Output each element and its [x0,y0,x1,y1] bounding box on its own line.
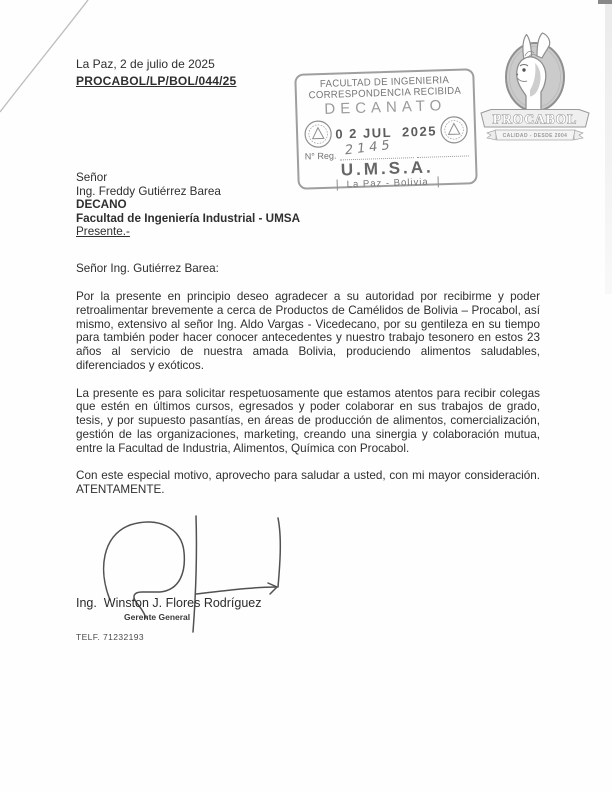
stamp-reg-dotted-line2 [417,146,469,158]
scan-edge-artifact [605,4,612,294]
llama-head-icon [506,33,564,112]
recipient-title: DECANO [76,198,127,212]
recipient-salutation: Señor [76,171,108,184]
logo-tagline-ribbon [487,130,583,140]
signatory-title: Gerente General [124,612,191,622]
logo-name: PROCABOL [492,111,578,127]
reception-stamp [294,68,478,190]
stamp-date: 0 2 JUL 2025 [335,122,438,142]
stamp-reg-handwritten-number: 2145 [344,137,395,159]
stamp-reg-label: N° Reg. [304,150,337,162]
stamp-faculty-line: FACULTAD DE INGENIERIA [319,74,450,91]
logo-tagline: CALIDAD - DESDE 2004 [502,133,568,139]
reference-number: PROCABOL/LP/BOL/044/25 [76,74,237,88]
body-paragraph-2: La presente es para solicitar respetuosamente que estamos atentos para recibir colegas que estén en últimos cursos, egresados y poder colaborar en sus trabajos de grado, tesis, y por supuesto pasantías, en áreas de producción de alimentos, comercialización, gestión de las organizaciones, marketing, creando una sinergia y colaboración mutua, entre la Facultad de Industria, Alimentos, Química con Procabol. [76,386,540,455]
recipient-institution: Facultad de Ingeniería Industrial - UMSA [76,211,301,225]
signatory-name: Ing. Winston J. Flores Rodríguez [76,596,262,610]
recipient-name: Ing. Freddy Gutiérrez Barea [76,184,221,198]
logo-name-banner [481,110,589,128]
signatory-phone: TELF. 71232193 [76,632,144,642]
body-paragraph-1: Por la presente en principio deseo agradecer a su autoridad por recibirme y poder retroalimentar brevemente a cerca de Productos de Camélidos de Bolivia – Procabol, así mismo, extensivo al señor Ing. Aldo Vargas - Vicedecano, por su gentileza en su tiempo para también poder hacer conocer antecedentes y nuestro trabajo tesonero en estos 23 años al servicio de nuestra amada Bolivia, produciendo alimentos saludables, diferenciados y exóticos. [76,290,540,372]
recipient-presente: Presente.- [76,225,130,239]
stamp-city: La Paz - Bolivia [337,176,439,190]
stamp-umsa: U.M.S.A. [340,157,434,180]
stamp-correspondence-line: CORRESPONDENCIA RECIBIDA [308,85,462,102]
faculty-seal-icon [439,114,470,145]
scan-corner-artifact [598,0,612,4]
body-paragraph-3: Con este especial motivo, aprovecho para saludar a usted, con mi mayor consideración. ATENTAMENTE. [76,469,540,497]
faculty-seal-icon [303,119,334,150]
date-line: La Paz, 2 de julio de 2025 [76,57,215,71]
letter-body [76,290,540,511]
date-block [76,57,236,88]
procabol-logo [474,30,598,148]
stamp-decanato-line: DECANATO [324,97,447,118]
letter-greeting: Señor Ing. Gutiérrez Barea: [76,262,219,275]
addressee-block [76,171,300,239]
